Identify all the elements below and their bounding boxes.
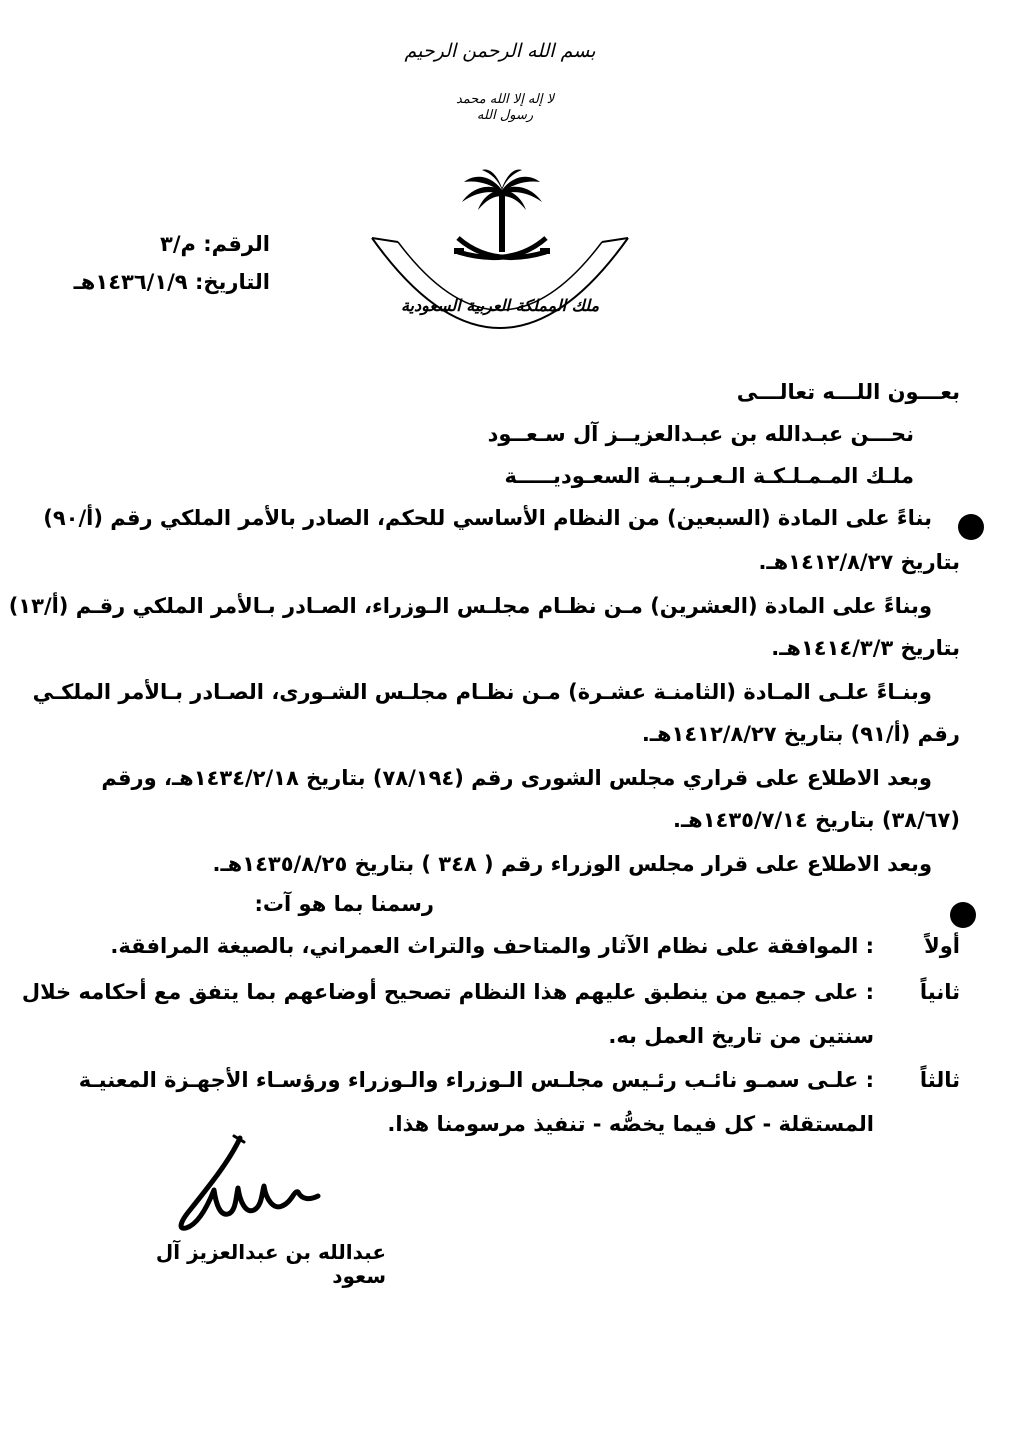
reference-date [64, 270, 270, 294]
preamble-line: بتاريخ ١٤١٤/٣/٣هـ. [771, 636, 960, 660]
emblem-text: ملك المملكة العربية السعودية [400, 296, 600, 315]
handwritten-signature-icon [170, 1130, 330, 1240]
opening-invocation: بعـــون اللـــه تعالـــى [736, 380, 960, 404]
article-label: ثانياً [919, 980, 960, 1004]
preamble-line: وبعد الاطلاع على قراري مجلس الشورى رقم (٧٨/١٩٤) بتاريخ ١٤٣٤/٢/١٨هـ، ورقم [101, 766, 932, 790]
preamble-line: بناءً على المادة (السبعين) من النظام الأساسي للحكم، الصادر بالأمر الملكي رقم (أ/٩٠) [43, 506, 932, 530]
reference-number-value: م/٣ [160, 232, 196, 256]
article-text: : على جميع من ينطبق عليهم هذا النظام تصحيح أوضاعهم بما يتفق مع أحكامه خلال [21, 980, 874, 1004]
preamble-line: وبناءً على المادة (العشرين) مـن نظـام مجلـس الـوزراء، الصـادر بـالأمر الملكي رقـم (أ/١٣) [8, 594, 932, 618]
bullet-marker [958, 514, 984, 540]
opening-king-name: نحـــن عبـدالله بن عبـدالعزيــز آل سـعــود [487, 422, 914, 446]
article-text: : علـى سمـو نائـب رئـيس مجلـس الـوزراء والـوزراء ورؤسـاء الأجهـزة المعنيـة [78, 1068, 874, 1092]
preamble-line: وبنـاءً علـى المـادة (الثامنـة عشـرة) مـن نظـام مجلـس الشـورى، الصـادر بـالأمر الملكـي [32, 680, 932, 704]
preamble-line: وبعد الاطلاع على قرار مجلس الوزراء رقم ( ٣٤٨ ) بتاريخ ١٤٣٥/٨/٢٥هـ. [212, 852, 932, 876]
bullet-marker [950, 902, 976, 928]
basmala: بسم الله الرحمن الرحيم [404, 40, 596, 62]
article-label: أولاً [924, 934, 960, 958]
shahada: لا إله إلا الله محمد رسول الله [455, 92, 555, 123]
article-text: المستقلة - كل فيما يخصُّه - تنفيذ مرسومنا هذا. [387, 1112, 874, 1136]
preamble-line: (٣٨/٦٧) بتاريخ ١٤٣٥/٧/١٤هـ. [672, 808, 960, 832]
reference-date-label: التاريخ: [194, 270, 270, 294]
article-text: : الموافقة على نظام الآثار والمتاحف والتراث العمراني، بالصيغة المرافقة. [110, 934, 874, 958]
decree-intro: رسمنا بما هو آت: [254, 892, 434, 916]
article-text: سنتين من تاريخ العمل به. [608, 1024, 874, 1048]
emblem-arc [368, 228, 632, 348]
preamble-line: رقم (أ/٩١) بتاريخ ١٤١٢/٨/٢٧هـ. [641, 722, 960, 746]
reference-number-label: الرقم: [203, 232, 270, 256]
preamble-line: بتاريخ ١٤١٢/٨/٢٧هـ. [758, 550, 960, 574]
reference-date-value: ١٤٣٦/١/٩هـ [73, 270, 188, 294]
reference-number [150, 232, 270, 256]
article-label: ثالثاً [919, 1068, 960, 1092]
opening-king-title: ملـك المـمـلـكـة الـعـربـيـة السعـوديـــــة [504, 464, 914, 488]
signatory-name: عبدالله بن عبدالعزيز آل سعود [155, 1240, 386, 1288]
